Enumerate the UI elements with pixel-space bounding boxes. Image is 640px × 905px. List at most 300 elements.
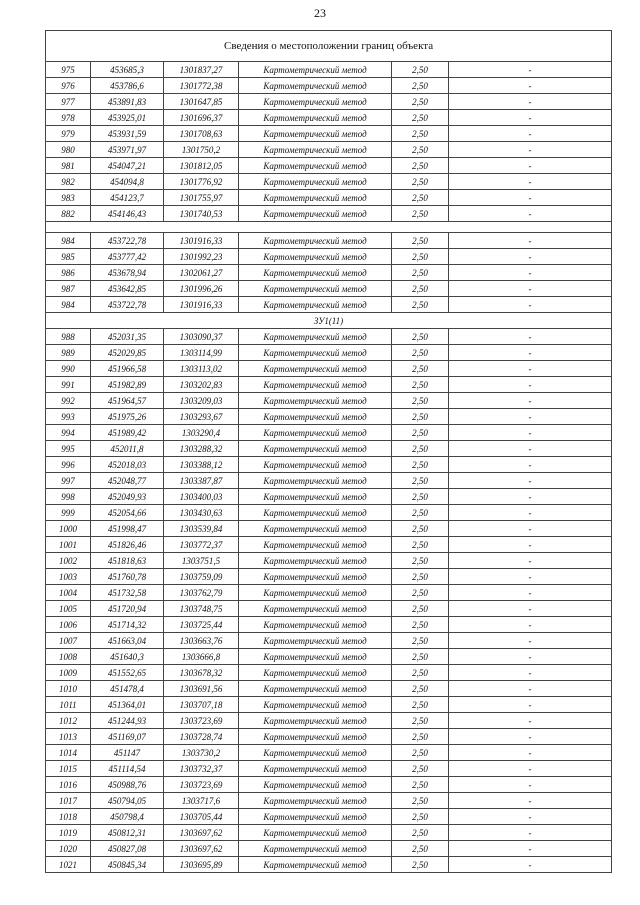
point-number-cell: 981 [46, 158, 91, 174]
x-coordinate-cell: 450798,4 [91, 809, 164, 825]
block-caption [46, 222, 612, 233]
table-row [46, 681, 612, 697]
y-coordinate-cell: 1301647,85 [164, 94, 239, 110]
y-coordinate-cell: 1301708,63 [164, 126, 239, 142]
x-coordinate-cell: 453685,3 [91, 62, 164, 78]
point-number-cell: 977 [46, 94, 91, 110]
accuracy-cell: 2,50 [392, 825, 449, 841]
table-row [46, 377, 612, 393]
accuracy-cell: 2,50 [392, 761, 449, 777]
x-coordinate-cell: 451975,26 [91, 409, 164, 425]
x-coordinate-cell: 452054,66 [91, 505, 164, 521]
accuracy-cell: 2,50 [392, 361, 449, 377]
x-coordinate-cell: 453777,42 [91, 249, 164, 265]
method-cell: Картометрический метод [239, 745, 392, 761]
y-coordinate-cell: 1303678,32 [164, 665, 239, 681]
point-number-cell: 990 [46, 361, 91, 377]
y-coordinate-cell: 1303697,62 [164, 825, 239, 841]
y-coordinate-cell: 1303288,32 [164, 441, 239, 457]
point-number-cell: 995 [46, 441, 91, 457]
method-cell: Картометрический метод [239, 489, 392, 505]
accuracy-cell: 2,50 [392, 206, 449, 222]
x-coordinate-cell: 453722,78 [91, 233, 164, 249]
y-coordinate-cell: 1303723,69 [164, 777, 239, 793]
y-coordinate-cell: 1303663,76 [164, 633, 239, 649]
method-cell: Картометрический метод [239, 473, 392, 489]
table-row [46, 94, 612, 110]
method-cell: Картометрический метод [239, 713, 392, 729]
table-row [46, 617, 612, 633]
description-cell: - [449, 665, 612, 681]
x-coordinate-cell: 451478,4 [91, 681, 164, 697]
point-number-cell: 1009 [46, 665, 91, 681]
description-cell: - [449, 729, 612, 745]
method-cell: Картометрический метод [239, 681, 392, 697]
x-coordinate-cell: 453642,85 [91, 281, 164, 297]
table-row [46, 190, 612, 206]
table-row [46, 777, 612, 793]
table-row [46, 793, 612, 809]
accuracy-cell: 2,50 [392, 393, 449, 409]
point-number-cell: 1001 [46, 537, 91, 553]
point-number-cell: 1004 [46, 585, 91, 601]
point-number-cell: 1019 [46, 825, 91, 841]
x-coordinate-cell: 450812,31 [91, 825, 164, 841]
x-coordinate-cell: 450827,08 [91, 841, 164, 857]
accuracy-cell: 2,50 [392, 601, 449, 617]
method-cell: Картометрический метод [239, 94, 392, 110]
description-cell: - [449, 142, 612, 158]
description-cell: - [449, 521, 612, 537]
point-number-cell: 999 [46, 505, 91, 521]
x-coordinate-cell: 454146,43 [91, 206, 164, 222]
description-cell: - [449, 857, 612, 873]
accuracy-cell: 2,50 [392, 233, 449, 249]
x-coordinate-cell: 452048,77 [91, 473, 164, 489]
accuracy-cell: 2,50 [392, 585, 449, 601]
table-row [46, 585, 612, 601]
point-number-cell: 998 [46, 489, 91, 505]
point-number-cell: 994 [46, 425, 91, 441]
method-cell: Картометрический метод [239, 585, 392, 601]
block-caption-row [46, 313, 612, 329]
description-cell: - [449, 553, 612, 569]
x-coordinate-cell: 451640,3 [91, 649, 164, 665]
y-coordinate-cell: 1303695,89 [164, 857, 239, 873]
x-coordinate-cell: 451714,32 [91, 617, 164, 633]
x-coordinate-cell: 451964,57 [91, 393, 164, 409]
point-number-cell: 1006 [46, 617, 91, 633]
x-coordinate-cell: 451982,89 [91, 377, 164, 393]
table-row [46, 553, 612, 569]
y-coordinate-cell: 1303759,09 [164, 569, 239, 585]
x-coordinate-cell: 453891,83 [91, 94, 164, 110]
description-cell: - [449, 409, 612, 425]
table-row [46, 206, 612, 222]
description-cell: - [449, 377, 612, 393]
y-coordinate-cell: 1303717,6 [164, 793, 239, 809]
x-coordinate-cell: 453925,01 [91, 110, 164, 126]
point-number-cell: 986 [46, 265, 91, 281]
accuracy-cell: 2,50 [392, 409, 449, 425]
y-coordinate-cell: 1301916,33 [164, 233, 239, 249]
point-number-cell: 1012 [46, 713, 91, 729]
accuracy-cell: 2,50 [392, 745, 449, 761]
table-row [46, 697, 612, 713]
table-row [46, 857, 612, 873]
accuracy-cell: 2,50 [392, 62, 449, 78]
method-cell: Картометрический метод [239, 345, 392, 361]
accuracy-cell: 2,50 [392, 110, 449, 126]
table-row [46, 473, 612, 489]
method-cell: Картометрический метод [239, 174, 392, 190]
y-coordinate-cell: 1301772,38 [164, 78, 239, 94]
accuracy-cell: 2,50 [392, 617, 449, 633]
accuracy-cell: 2,50 [392, 78, 449, 94]
y-coordinate-cell: 1303691,56 [164, 681, 239, 697]
y-coordinate-cell: 1303772,37 [164, 537, 239, 553]
boundary-table [45, 30, 612, 873]
description-cell: - [449, 126, 612, 142]
y-coordinate-cell: 1301992,23 [164, 249, 239, 265]
x-coordinate-cell: 451663,04 [91, 633, 164, 649]
table-row [46, 713, 612, 729]
method-cell: Картометрический метод [239, 553, 392, 569]
method-cell: Картометрический метод [239, 617, 392, 633]
description-cell: - [449, 569, 612, 585]
y-coordinate-cell: 1303090,37 [164, 329, 239, 345]
description-cell: - [449, 281, 612, 297]
accuracy-cell: 2,50 [392, 441, 449, 457]
description-cell: - [449, 713, 612, 729]
x-coordinate-cell: 453931,59 [91, 126, 164, 142]
description-cell: - [449, 62, 612, 78]
description-cell: - [449, 825, 612, 841]
point-number-cell: 996 [46, 457, 91, 473]
method-cell: Картометрический метод [239, 601, 392, 617]
y-coordinate-cell: 1303697,62 [164, 841, 239, 857]
accuracy-cell: 2,50 [392, 473, 449, 489]
y-coordinate-cell: 1303707,18 [164, 697, 239, 713]
accuracy-cell: 2,50 [392, 457, 449, 473]
method-cell: Картометрический метод [239, 361, 392, 377]
y-coordinate-cell: 1301996,26 [164, 281, 239, 297]
point-number-cell: 991 [46, 377, 91, 393]
accuracy-cell: 2,50 [392, 489, 449, 505]
accuracy-cell: 2,50 [392, 265, 449, 281]
method-cell: Картометрический метод [239, 62, 392, 78]
accuracy-cell: 2,50 [392, 649, 449, 665]
accuracy-cell: 2,50 [392, 793, 449, 809]
x-coordinate-cell: 450794,05 [91, 793, 164, 809]
method-cell: Картометрический метод [239, 505, 392, 521]
accuracy-cell: 2,50 [392, 190, 449, 206]
method-cell: Картометрический метод [239, 409, 392, 425]
x-coordinate-cell: 453678,94 [91, 265, 164, 281]
accuracy-cell: 2,50 [392, 809, 449, 825]
description-cell: - [449, 793, 612, 809]
x-coordinate-cell: 454123,7 [91, 190, 164, 206]
y-coordinate-cell: 1301750,2 [164, 142, 239, 158]
x-coordinate-cell: 450988,76 [91, 777, 164, 793]
description-cell: - [449, 265, 612, 281]
table-row [46, 174, 612, 190]
point-number-cell: 1003 [46, 569, 91, 585]
point-number-cell: 1018 [46, 809, 91, 825]
y-coordinate-cell: 1303293,67 [164, 409, 239, 425]
point-number-cell: 1020 [46, 841, 91, 857]
x-coordinate-cell: 451966,58 [91, 361, 164, 377]
accuracy-cell: 2,50 [392, 505, 449, 521]
accuracy-cell: 2,50 [392, 281, 449, 297]
point-number-cell: 1007 [46, 633, 91, 649]
accuracy-cell: 2,50 [392, 377, 449, 393]
accuracy-cell: 2,50 [392, 857, 449, 873]
table-row [46, 601, 612, 617]
x-coordinate-cell: 452031,35 [91, 329, 164, 345]
y-coordinate-cell: 1303387,87 [164, 473, 239, 489]
description-cell: - [449, 473, 612, 489]
method-cell: Картометрический метод [239, 841, 392, 857]
description-cell: - [449, 361, 612, 377]
y-coordinate-cell: 1303388,12 [164, 457, 239, 473]
table-row [46, 110, 612, 126]
description-cell: - [449, 345, 612, 361]
x-coordinate-cell: 451826,46 [91, 537, 164, 553]
x-coordinate-cell: 453722,78 [91, 297, 164, 313]
table-title: Сведения о местоположении границ объекта [46, 31, 612, 62]
y-coordinate-cell: 1303705,44 [164, 809, 239, 825]
point-number-cell: 982 [46, 174, 91, 190]
y-coordinate-cell: 1301755,97 [164, 190, 239, 206]
y-coordinate-cell: 1303539,84 [164, 521, 239, 537]
block-caption-row [46, 222, 612, 233]
accuracy-cell: 2,50 [392, 569, 449, 585]
point-number-cell: 1015 [46, 761, 91, 777]
y-coordinate-cell: 1303751,5 [164, 553, 239, 569]
method-cell: Картометрический метод [239, 857, 392, 873]
description-cell: - [449, 425, 612, 441]
table-row [46, 505, 612, 521]
table-row [46, 841, 612, 857]
description-cell: - [449, 649, 612, 665]
description-cell: - [449, 190, 612, 206]
description-cell: - [449, 617, 612, 633]
point-number-cell: 987 [46, 281, 91, 297]
accuracy-cell: 2,50 [392, 841, 449, 857]
y-coordinate-cell: 1303728,74 [164, 729, 239, 745]
table-row [46, 761, 612, 777]
description-cell: - [449, 697, 612, 713]
y-coordinate-cell: 1301696,37 [164, 110, 239, 126]
table-row [46, 345, 612, 361]
table-row [46, 489, 612, 505]
accuracy-cell: 2,50 [392, 142, 449, 158]
accuracy-cell: 2,50 [392, 174, 449, 190]
y-coordinate-cell: 1301916,33 [164, 297, 239, 313]
table-row [46, 809, 612, 825]
description-cell: - [449, 457, 612, 473]
table-row [46, 409, 612, 425]
x-coordinate-cell: 451760,78 [91, 569, 164, 585]
description-cell: - [449, 329, 612, 345]
description-cell: - [449, 537, 612, 553]
method-cell: Картометрический метод [239, 78, 392, 94]
description-cell: - [449, 745, 612, 761]
point-number-cell: 1010 [46, 681, 91, 697]
method-cell: Картометрический метод [239, 649, 392, 665]
table-row [46, 729, 612, 745]
table-row [46, 665, 612, 681]
table-row [46, 233, 612, 249]
method-cell: Картометрический метод [239, 233, 392, 249]
block-caption: ЗУ1(11) [46, 313, 612, 329]
accuracy-cell: 2,50 [392, 537, 449, 553]
table-row [46, 78, 612, 94]
x-coordinate-cell: 451114,54 [91, 761, 164, 777]
x-coordinate-cell: 451244,93 [91, 713, 164, 729]
point-number-cell: 1016 [46, 777, 91, 793]
method-cell: Картометрический метод [239, 190, 392, 206]
table-row [46, 825, 612, 841]
method-cell: Картометрический метод [239, 249, 392, 265]
y-coordinate-cell: 1301776,92 [164, 174, 239, 190]
table-row [46, 537, 612, 553]
accuracy-cell: 2,50 [392, 329, 449, 345]
table-row [46, 393, 612, 409]
method-cell: Картометрический метод [239, 265, 392, 281]
method-cell: Картометрический метод [239, 142, 392, 158]
method-cell: Картометрический метод [239, 297, 392, 313]
point-number-cell: 980 [46, 142, 91, 158]
y-coordinate-cell: 1303725,44 [164, 617, 239, 633]
accuracy-cell: 2,50 [392, 345, 449, 361]
point-number-cell: 988 [46, 329, 91, 345]
method-cell: Картометрический метод [239, 521, 392, 537]
x-coordinate-cell: 451989,42 [91, 425, 164, 441]
description-cell: - [449, 841, 612, 857]
y-coordinate-cell: 1303666,8 [164, 649, 239, 665]
description-cell: - [449, 78, 612, 94]
point-number-cell: 978 [46, 110, 91, 126]
point-number-cell: 985 [46, 249, 91, 265]
y-coordinate-cell: 1303113,02 [164, 361, 239, 377]
point-number-cell: 984 [46, 233, 91, 249]
method-cell: Картометрический метод [239, 825, 392, 841]
accuracy-cell: 2,50 [392, 729, 449, 745]
y-coordinate-cell: 1303732,37 [164, 761, 239, 777]
x-coordinate-cell: 450845,34 [91, 857, 164, 873]
table-row [46, 569, 612, 585]
table-row [46, 649, 612, 665]
x-coordinate-cell: 454094,8 [91, 174, 164, 190]
description-cell: - [449, 249, 612, 265]
description-cell: - [449, 110, 612, 126]
method-cell: Картометрический метод [239, 281, 392, 297]
description-cell: - [449, 174, 612, 190]
description-cell: - [449, 441, 612, 457]
x-coordinate-cell: 451147 [91, 745, 164, 761]
boundary-table-body [46, 31, 612, 873]
x-coordinate-cell: 451720,94 [91, 601, 164, 617]
y-coordinate-cell: 1303290,4 [164, 425, 239, 441]
point-number-cell: 1000 [46, 521, 91, 537]
table-row [46, 142, 612, 158]
accuracy-cell: 2,50 [392, 94, 449, 110]
y-coordinate-cell: 1303748,75 [164, 601, 239, 617]
x-coordinate-cell: 453786,6 [91, 78, 164, 94]
point-number-cell: 979 [46, 126, 91, 142]
method-cell: Картометрический метод [239, 793, 392, 809]
method-cell: Картометрический метод [239, 110, 392, 126]
table-row [46, 329, 612, 345]
point-number-cell: 882 [46, 206, 91, 222]
method-cell: Картометрический метод [239, 633, 392, 649]
accuracy-cell: 2,50 [392, 249, 449, 265]
y-coordinate-cell: 1303202,83 [164, 377, 239, 393]
point-number-cell: 983 [46, 190, 91, 206]
y-coordinate-cell: 1303723,69 [164, 713, 239, 729]
description-cell: - [449, 601, 612, 617]
point-number-cell: 997 [46, 473, 91, 489]
method-cell: Картометрический метод [239, 665, 392, 681]
method-cell: Картометрический метод [239, 206, 392, 222]
accuracy-cell: 2,50 [392, 665, 449, 681]
table-row [46, 249, 612, 265]
x-coordinate-cell: 452029,85 [91, 345, 164, 361]
x-coordinate-cell: 452011,8 [91, 441, 164, 457]
table-row [46, 265, 612, 281]
method-cell: Картометрический метод [239, 569, 392, 585]
accuracy-cell: 2,50 [392, 713, 449, 729]
y-coordinate-cell: 1301740,53 [164, 206, 239, 222]
x-coordinate-cell: 453971,97 [91, 142, 164, 158]
point-number-cell: 1002 [46, 553, 91, 569]
method-cell: Картометрический метод [239, 441, 392, 457]
accuracy-cell: 2,50 [392, 777, 449, 793]
x-coordinate-cell: 451732,58 [91, 585, 164, 601]
table-row [46, 633, 612, 649]
y-coordinate-cell: 1303762,79 [164, 585, 239, 601]
y-coordinate-cell: 1303114,99 [164, 345, 239, 361]
table-row [46, 126, 612, 142]
point-number-cell: 1011 [46, 697, 91, 713]
y-coordinate-cell: 1303400,03 [164, 489, 239, 505]
x-coordinate-cell: 451169,07 [91, 729, 164, 745]
accuracy-cell: 2,50 [392, 297, 449, 313]
method-cell: Картометрический метод [239, 809, 392, 825]
method-cell: Картометрический метод [239, 777, 392, 793]
x-coordinate-cell: 451818,63 [91, 553, 164, 569]
y-coordinate-cell: 1301837,27 [164, 62, 239, 78]
page-number: 23 [314, 6, 326, 20]
description-cell: - [449, 809, 612, 825]
table-header-row [46, 31, 612, 62]
point-number-cell: 989 [46, 345, 91, 361]
accuracy-cell: 2,50 [392, 681, 449, 697]
point-number-cell: 975 [46, 62, 91, 78]
method-cell: Картометрический метод [239, 329, 392, 345]
x-coordinate-cell: 454047,21 [91, 158, 164, 174]
table-row [46, 457, 612, 473]
y-coordinate-cell: 1303730,2 [164, 745, 239, 761]
table-row [46, 297, 612, 313]
point-number-cell: 976 [46, 78, 91, 94]
accuracy-cell: 2,50 [392, 697, 449, 713]
point-number-cell: 1008 [46, 649, 91, 665]
accuracy-cell: 2,50 [392, 158, 449, 174]
x-coordinate-cell: 452018,03 [91, 457, 164, 473]
